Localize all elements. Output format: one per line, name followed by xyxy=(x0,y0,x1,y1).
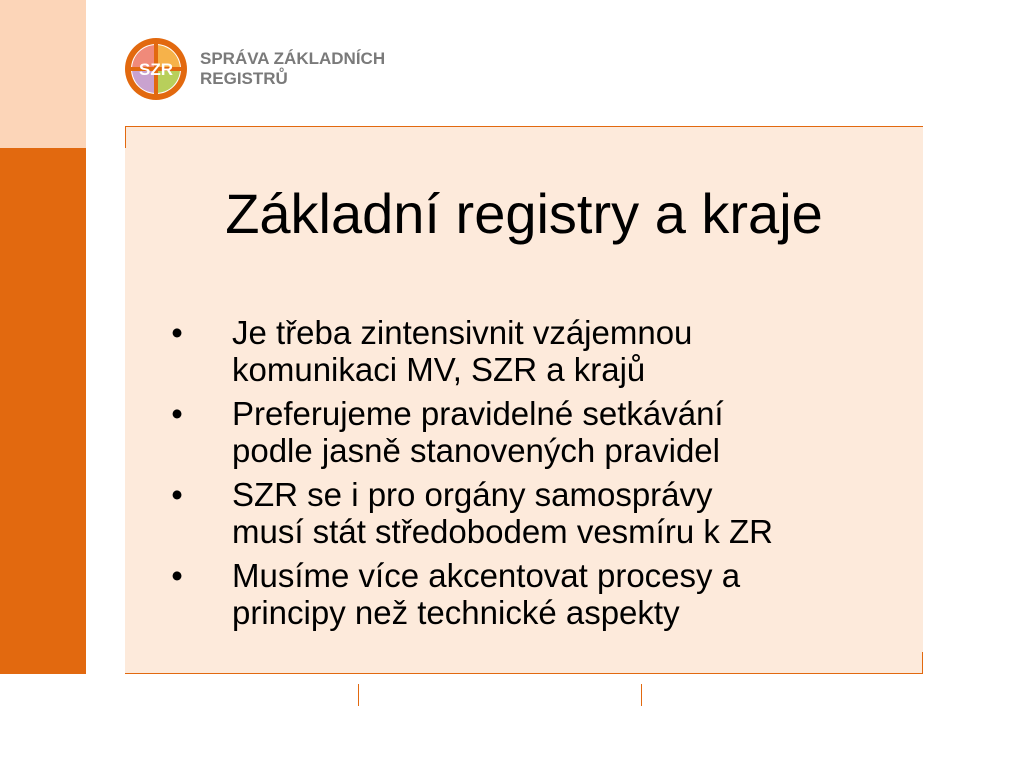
bullet-list xyxy=(167,314,907,638)
szr-logo xyxy=(124,37,385,101)
bullet-line: Musíme více akcentovat procesy a xyxy=(232,557,741,594)
szr-logo-icon xyxy=(124,37,188,101)
bullet-line: podle jasně stanovených pravidel xyxy=(232,432,720,469)
bullet-line: SZR se i pro orgány samosprávy xyxy=(232,476,713,513)
bullet-item xyxy=(167,557,907,631)
logo-line-1: SPRÁVA ZÁKLADNÍCH xyxy=(200,49,386,68)
logo-line-2: REGISTRŮ xyxy=(200,69,288,88)
bullet-dot: • xyxy=(171,395,183,432)
bullet-dot: • xyxy=(171,557,183,594)
bullet-item xyxy=(167,314,907,388)
bullet-line: musí stát středobodem vesmíru k ZR xyxy=(232,513,774,550)
corner-tick-bottom-right xyxy=(922,652,923,674)
sidebar-accent-light xyxy=(0,0,86,148)
bullet-line: komunikaci MV, SZR a krajů xyxy=(232,351,646,388)
bullet-item xyxy=(167,476,907,550)
slide-title: Základní registry a kraje xyxy=(225,182,823,245)
corner-tick-top-left xyxy=(125,126,126,148)
footer-divider-right xyxy=(641,684,642,706)
logo-wordmark xyxy=(200,49,385,89)
bullet-dot: • xyxy=(171,476,183,513)
logo-mark-text: SZR xyxy=(139,60,173,79)
bullet-line: Preferujeme pravidelné setkávání xyxy=(232,395,724,432)
bullet-dot: • xyxy=(171,314,183,351)
bullet-line: principy než technické aspekty xyxy=(232,594,680,631)
bullet-item xyxy=(167,395,907,469)
footer-divider-left xyxy=(358,684,359,706)
bullet-line: Je třeba zintensivnit vzájemnou xyxy=(232,314,693,351)
